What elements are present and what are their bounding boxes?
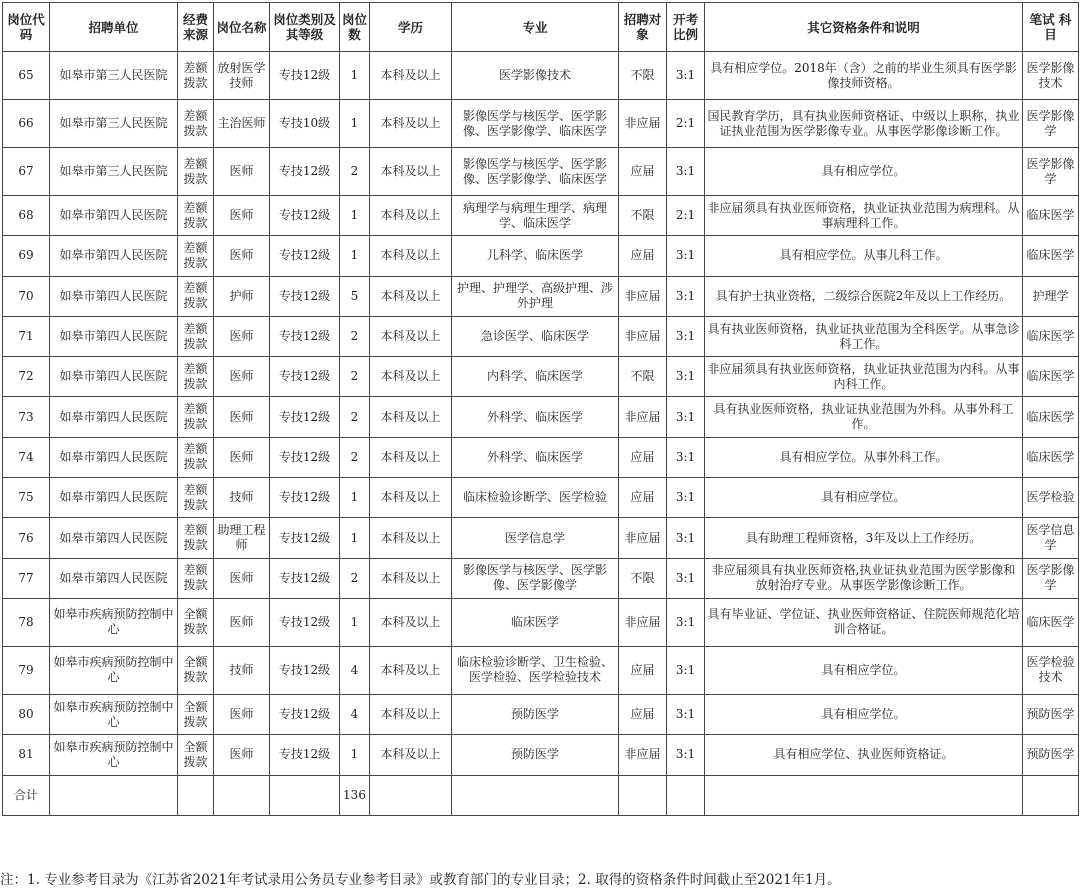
header-row — [3, 3, 1079, 52]
ratio-cell: 3:1 — [667, 478, 705, 518]
header-ratio: 开考比例 — [667, 3, 705, 52]
table-row — [3, 316, 1079, 356]
fund-cell: 差额拨款 — [178, 397, 214, 437]
code-cell: 71 — [3, 316, 50, 356]
category-cell: 专技12级 — [270, 148, 340, 196]
ratio-cell: 3:1 — [667, 437, 705, 477]
code-cell: 70 — [3, 276, 50, 316]
job-table — [2, 2, 1079, 816]
unit-cell: 如皋市第四人民医院 — [50, 276, 178, 316]
table-row — [3, 357, 1079, 397]
empty-cell — [667, 775, 705, 815]
code-cell: 65 — [3, 52, 50, 100]
category-cell: 专技10级 — [270, 100, 340, 148]
post-name-cell: 医师 — [214, 236, 270, 276]
table-row — [3, 276, 1079, 316]
empty-cell — [178, 775, 214, 815]
target-cell: 应届 — [619, 148, 667, 196]
fund-cell: 全额拨款 — [178, 598, 214, 646]
target-cell: 应届 — [619, 236, 667, 276]
unit-cell: 如皋市第四人民医院 — [50, 196, 178, 236]
empty-cell — [270, 775, 340, 815]
code-cell: 72 — [3, 357, 50, 397]
ratio-cell: 3:1 — [667, 397, 705, 437]
category-cell: 专技12级 — [270, 316, 340, 356]
post-name-cell: 放射医学技师 — [214, 52, 270, 100]
conditions-cell: 具有相应学位。从事外科工作。 — [705, 437, 1023, 477]
post-name-cell: 医师 — [214, 437, 270, 477]
ratio-cell: 3:1 — [667, 646, 705, 694]
count-cell: 1 — [340, 518, 370, 558]
conditions-cell: 具有执业医师资格，执业证执业范围为全科医学。从事急诊科工作。 — [705, 316, 1023, 356]
conditions-cell: 国民教育学历，具有执业医师资格证、中级以上职称，执业证执业范围为医学影像专业。从事医学影像诊断工作。 — [705, 100, 1023, 148]
category-cell: 专技12级 — [270, 478, 340, 518]
post-name-cell: 医师 — [214, 196, 270, 236]
table-row — [3, 397, 1079, 437]
category-cell: 专技12级 — [270, 397, 340, 437]
exam-cell: 临床医学 — [1023, 196, 1079, 236]
major-cell: 外科学、临床医学 — [452, 437, 619, 477]
ratio-cell: 3:1 — [667, 694, 705, 734]
exam-cell: 医学检验 — [1023, 478, 1079, 518]
table-row — [3, 52, 1079, 100]
code-cell: 66 — [3, 100, 50, 148]
count-cell: 2 — [340, 357, 370, 397]
empty-cell — [370, 775, 452, 815]
empty-cell — [705, 775, 1023, 815]
exam-cell: 医学影像学 — [1023, 558, 1079, 598]
table-row — [3, 100, 1079, 148]
exam-cell: 医学信息学 — [1023, 518, 1079, 558]
header-name: 岗位名称 — [214, 3, 270, 52]
post-name-cell: 医师 — [214, 598, 270, 646]
table-row — [3, 558, 1079, 598]
ratio-cell: 3:1 — [667, 148, 705, 196]
count-cell: 1 — [340, 598, 370, 646]
category-cell: 专技12级 — [270, 735, 340, 775]
post-name-cell: 技师 — [214, 478, 270, 518]
unit-cell: 如皋市疾病预防控制中心 — [50, 598, 178, 646]
ratio-cell: 3:1 — [667, 558, 705, 598]
header-fund: 经费来源 — [178, 3, 214, 52]
count-cell: 1 — [340, 196, 370, 236]
ratio-cell: 3:1 — [667, 316, 705, 356]
target-cell: 非应届 — [619, 397, 667, 437]
education-cell: 本科及以上 — [370, 478, 452, 518]
fund-cell: 差额拨款 — [178, 437, 214, 477]
target-cell: 不限 — [619, 558, 667, 598]
conditions-cell: 非应届须具有执业医师资格，执业证执业范围为病理科。从事病理科工作。 — [705, 196, 1023, 236]
total-label: 合计 — [3, 775, 50, 815]
footnote: 注：1. 专业参考目录为《江苏省2021年考试录用公务员专业参考目录》或教育部门的专业目录；2. 取得的资格条件时间截止至2021年1月。 — [0, 872, 841, 888]
fund-cell: 差额拨款 — [178, 276, 214, 316]
code-cell: 68 — [3, 196, 50, 236]
exam-cell: 临床医学 — [1023, 316, 1079, 356]
unit-cell: 如皋市疾病预防控制中心 — [50, 735, 178, 775]
post-name-cell: 助理工程师 — [214, 518, 270, 558]
unit-cell: 如皋市第三人民医院 — [50, 148, 178, 196]
table-row — [3, 518, 1079, 558]
category-cell: 专技12级 — [270, 598, 340, 646]
post-name-cell: 医师 — [214, 148, 270, 196]
major-cell: 外科学、临床医学 — [452, 397, 619, 437]
header-code: 岗位代码 — [3, 3, 50, 52]
major-cell: 影像医学与核医学、医学影像、医学影像学 — [452, 558, 619, 598]
unit-cell: 如皋市第四人民医院 — [50, 236, 178, 276]
target-cell: 非应届 — [619, 100, 667, 148]
education-cell: 本科及以上 — [370, 52, 452, 100]
fund-cell: 差额拨款 — [178, 236, 214, 276]
education-cell: 本科及以上 — [370, 437, 452, 477]
count-cell: 5 — [340, 276, 370, 316]
conditions-cell: 具有毕业证、学位证、执业医师资格证、住院医师规范化培训合格证。 — [705, 598, 1023, 646]
target-cell: 不限 — [619, 357, 667, 397]
total-count: 136 — [340, 775, 370, 815]
fund-cell: 差额拨款 — [178, 316, 214, 356]
major-cell: 内科学、临床医学 — [452, 357, 619, 397]
table-row — [3, 236, 1079, 276]
count-cell: 2 — [340, 437, 370, 477]
exam-cell: 临床医学 — [1023, 397, 1079, 437]
education-cell: 本科及以上 — [370, 148, 452, 196]
category-cell: 专技12级 — [270, 694, 340, 734]
major-cell: 护理、护理学、高级护理、涉外护理 — [452, 276, 619, 316]
count-cell: 1 — [340, 735, 370, 775]
education-cell: 本科及以上 — [370, 598, 452, 646]
post-name-cell: 医师 — [214, 735, 270, 775]
table-row — [3, 694, 1079, 734]
code-cell: 69 — [3, 236, 50, 276]
conditions-cell: 具有助理工程师资格，3年及以上工作经历。 — [705, 518, 1023, 558]
count-cell: 2 — [340, 316, 370, 356]
exam-cell: 临床医学 — [1023, 357, 1079, 397]
category-cell: 专技12级 — [270, 357, 340, 397]
header-exam: 笔试 科目 — [1023, 3, 1079, 52]
target-cell: 应届 — [619, 646, 667, 694]
conditions-cell: 非应届须具有执业医师资格，执业证执业范围为内科。从事内科工作。 — [705, 357, 1023, 397]
ratio-cell: 3:1 — [667, 236, 705, 276]
conditions-cell: 具有相应学位、执业医师资格证。 — [705, 735, 1023, 775]
unit-cell: 如皋市第四人民医院 — [50, 316, 178, 356]
count-cell: 1 — [340, 478, 370, 518]
table-row — [3, 735, 1079, 775]
education-cell: 本科及以上 — [370, 236, 452, 276]
fund-cell: 全额拨款 — [178, 735, 214, 775]
ratio-cell: 3:1 — [667, 357, 705, 397]
exam-cell: 医学影像技术 — [1023, 52, 1079, 100]
fund-cell: 差额拨款 — [178, 196, 214, 236]
exam-cell: 临床医学 — [1023, 236, 1079, 276]
empty-cell — [50, 775, 178, 815]
unit-cell: 如皋市疾病预防控制中心 — [50, 646, 178, 694]
fund-cell: 差额拨款 — [178, 478, 214, 518]
post-name-cell: 医师 — [214, 397, 270, 437]
exam-cell: 预防医学 — [1023, 735, 1079, 775]
ratio-cell: 2:1 — [667, 100, 705, 148]
target-cell: 不限 — [619, 52, 667, 100]
table-row — [3, 646, 1079, 694]
unit-cell: 如皋市第四人民医院 — [50, 357, 178, 397]
count-cell: 4 — [340, 694, 370, 734]
unit-cell: 如皋市第四人民医院 — [50, 518, 178, 558]
education-cell: 本科及以上 — [370, 694, 452, 734]
ratio-cell: 3:1 — [667, 735, 705, 775]
fund-cell: 差额拨款 — [178, 100, 214, 148]
code-cell: 76 — [3, 518, 50, 558]
education-cell: 本科及以上 — [370, 735, 452, 775]
exam-cell: 临床医学 — [1023, 598, 1079, 646]
count-cell: 2 — [340, 397, 370, 437]
major-cell: 预防医学 — [452, 735, 619, 775]
header-category: 岗位类别及其等级 — [270, 3, 340, 52]
fund-cell: 差额拨款 — [178, 52, 214, 100]
unit-cell: 如皋市第四人民医院 — [50, 558, 178, 598]
post-name-cell: 技师 — [214, 646, 270, 694]
category-cell: 专技12级 — [270, 196, 340, 236]
code-cell: 78 — [3, 598, 50, 646]
exam-cell: 临床医学 — [1023, 437, 1079, 477]
education-cell: 本科及以上 — [370, 646, 452, 694]
education-cell: 本科及以上 — [370, 558, 452, 598]
ratio-cell: 3:1 — [667, 276, 705, 316]
target-cell: 应届 — [619, 478, 667, 518]
conditions-cell: 具有相应学位。 — [705, 646, 1023, 694]
header-conditions: 其它资格条件和说明 — [705, 3, 1023, 52]
category-cell: 专技12级 — [270, 437, 340, 477]
ratio-cell: 3:1 — [667, 518, 705, 558]
exam-cell: 医学影像学 — [1023, 148, 1079, 196]
table-row — [3, 148, 1079, 196]
fund-cell: 全额拨款 — [178, 646, 214, 694]
fund-cell: 差额拨款 — [178, 148, 214, 196]
unit-cell: 如皋市第四人民医院 — [50, 478, 178, 518]
major-cell: 急诊医学、临床医学 — [452, 316, 619, 356]
major-cell: 预防医学 — [452, 694, 619, 734]
count-cell: 2 — [340, 558, 370, 598]
fund-cell: 差额拨款 — [178, 357, 214, 397]
header-major: 专业 — [452, 3, 619, 52]
conditions-cell: 具有护士执业资格，二级综合医院2年及以上工作经历。 — [705, 276, 1023, 316]
conditions-cell: 具有相应学位。从事儿科工作。 — [705, 236, 1023, 276]
code-cell: 74 — [3, 437, 50, 477]
category-cell: 专技12级 — [270, 646, 340, 694]
count-cell: 1 — [340, 100, 370, 148]
target-cell: 非应届 — [619, 518, 667, 558]
target-cell: 应届 — [619, 437, 667, 477]
education-cell: 本科及以上 — [370, 316, 452, 356]
empty-cell — [214, 775, 270, 815]
category-cell: 专技12级 — [270, 518, 340, 558]
major-cell: 临床检验诊断学、卫生检验、医学检验、医学检验技术 — [452, 646, 619, 694]
code-cell: 81 — [3, 735, 50, 775]
post-name-cell: 医师 — [214, 316, 270, 356]
category-cell: 专技12级 — [270, 236, 340, 276]
education-cell: 本科及以上 — [370, 196, 452, 236]
fund-cell: 差额拨款 — [178, 518, 214, 558]
header-unit: 招聘单位 — [50, 3, 178, 52]
major-cell: 临床检验诊断学、医学检验 — [452, 478, 619, 518]
count-cell: 1 — [340, 52, 370, 100]
category-cell: 专技12级 — [270, 276, 340, 316]
table-row — [3, 478, 1079, 518]
education-cell: 本科及以上 — [370, 397, 452, 437]
category-cell: 专技12级 — [270, 52, 340, 100]
major-cell: 病理学与病理生理学、病理学、临床医学 — [452, 196, 619, 236]
count-cell: 1 — [340, 236, 370, 276]
unit-cell: 如皋市第四人民医院 — [50, 437, 178, 477]
conditions-cell: 具有相应学位。 — [705, 694, 1023, 734]
empty-cell — [452, 775, 619, 815]
conditions-cell: 具有执业医师资格，执业证执业范围为外科。从事外科工作。 — [705, 397, 1023, 437]
education-cell: 本科及以上 — [370, 100, 452, 148]
conditions-cell: 具有相应学位。2018年（含）之前的毕业生须具有医学影像技师资格。 — [705, 52, 1023, 100]
header-education: 学历 — [370, 3, 452, 52]
conditions-cell: 具有相应学位。 — [705, 478, 1023, 518]
code-cell: 73 — [3, 397, 50, 437]
target-cell: 非应届 — [619, 276, 667, 316]
empty-cell — [619, 775, 667, 815]
ratio-cell: 2:1 — [667, 196, 705, 236]
target-cell: 非应届 — [619, 598, 667, 646]
major-cell: 医学信息学 — [452, 518, 619, 558]
table-row — [3, 437, 1079, 477]
post-name-cell: 护师 — [214, 276, 270, 316]
target-cell: 应届 — [619, 694, 667, 734]
table-row — [3, 598, 1079, 646]
fund-cell: 差额拨款 — [178, 558, 214, 598]
major-cell: 影像医学与核医学、医学影像、医学影像学、临床医学 — [452, 148, 619, 196]
major-cell: 临床医学 — [452, 598, 619, 646]
target-cell: 非应届 — [619, 735, 667, 775]
major-cell: 影像医学与核医学、医学影像、医学影像学、临床医学 — [452, 100, 619, 148]
conditions-cell: 具有相应学位。 — [705, 148, 1023, 196]
post-name-cell: 医师 — [214, 357, 270, 397]
code-cell: 79 — [3, 646, 50, 694]
target-cell: 不限 — [619, 196, 667, 236]
unit-cell: 如皋市第四人民医院 — [50, 397, 178, 437]
conditions-cell: 非应届须具有执业医师资格,执业证执业范围为医学影像和放射治疗专业。从事医学影像诊断工作。 — [705, 558, 1023, 598]
category-cell: 专技12级 — [270, 558, 340, 598]
education-cell: 本科及以上 — [370, 276, 452, 316]
table-row — [3, 196, 1079, 236]
ratio-cell: 3:1 — [667, 52, 705, 100]
unit-cell: 如皋市疾病预防控制中心 — [50, 694, 178, 734]
education-cell: 本科及以上 — [370, 357, 452, 397]
fund-cell: 全额拨款 — [178, 694, 214, 734]
unit-cell: 如皋市第三人民医院 — [50, 52, 178, 100]
unit-cell: 如皋市第三人民医院 — [50, 100, 178, 148]
total-row — [3, 775, 1079, 815]
count-cell: 2 — [340, 148, 370, 196]
code-cell: 77 — [3, 558, 50, 598]
exam-cell: 医学检验技术 — [1023, 646, 1079, 694]
ratio-cell: 3:1 — [667, 598, 705, 646]
code-cell: 67 — [3, 148, 50, 196]
count-cell: 4 — [340, 646, 370, 694]
education-cell: 本科及以上 — [370, 518, 452, 558]
major-cell: 儿科学、临床医学 — [452, 236, 619, 276]
header-target: 招聘对象 — [619, 3, 667, 52]
major-cell: 医学影像技术 — [452, 52, 619, 100]
code-cell: 75 — [3, 478, 50, 518]
post-name-cell: 医师 — [214, 694, 270, 734]
exam-cell: 护理学 — [1023, 276, 1079, 316]
post-name-cell: 医师 — [214, 558, 270, 598]
target-cell: 非应届 — [619, 316, 667, 356]
header-count: 岗位数 — [340, 3, 370, 52]
empty-cell — [1023, 775, 1079, 815]
code-cell: 80 — [3, 694, 50, 734]
post-name-cell: 主治医师 — [214, 100, 270, 148]
exam-cell: 预防医学 — [1023, 694, 1079, 734]
exam-cell: 医学影像学 — [1023, 100, 1079, 148]
